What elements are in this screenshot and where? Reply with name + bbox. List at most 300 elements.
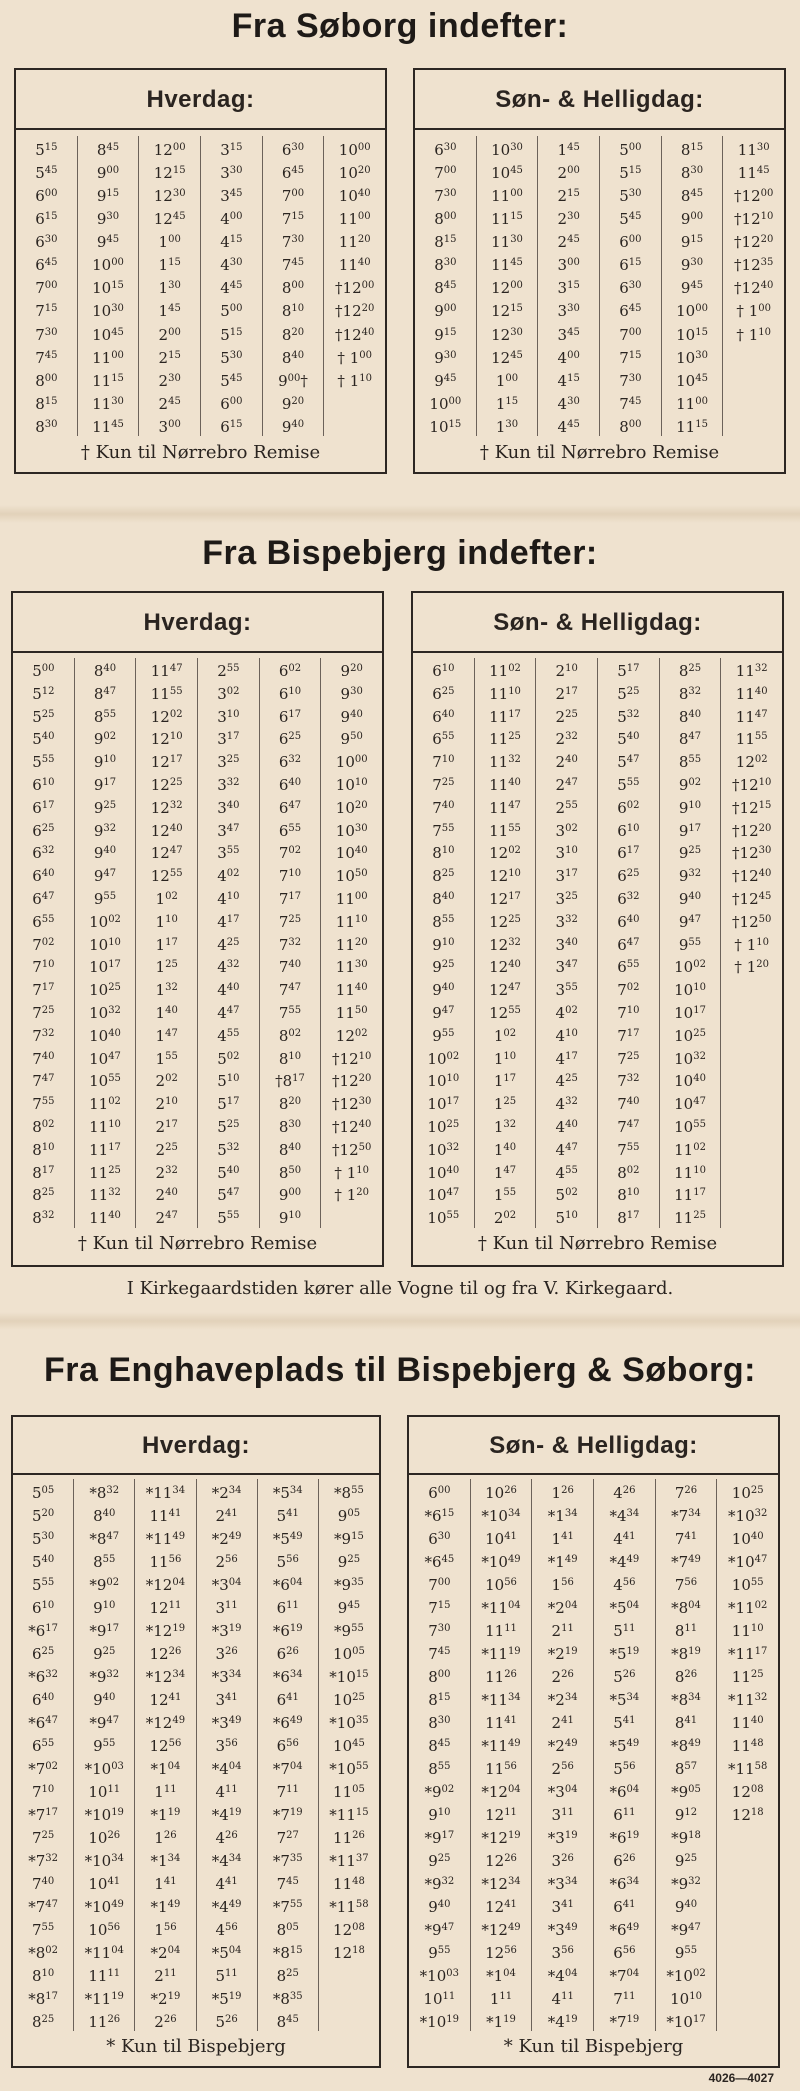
departure-time: $*8^{47}$ xyxy=(89,1530,120,1548)
departure-time: $11^{00}$ xyxy=(676,394,708,413)
departure-time: 1241 xyxy=(485,1898,517,1916)
departure-time: $11^{20}$ xyxy=(335,935,368,954)
timetable-column xyxy=(13,1479,74,2031)
departure-time: $11^{00}$ xyxy=(338,210,371,229)
departure-time: $5^{30}$ xyxy=(619,187,642,206)
departure-time: $10^{30}$ xyxy=(335,821,368,840)
departure-time: $7^{32}$ xyxy=(32,1026,55,1045)
departure-time: $7^{40}$ xyxy=(32,1049,55,1068)
departure-time: $6^{11}$ xyxy=(276,1599,299,1617)
departure-time: $11^{47}$ xyxy=(735,707,768,726)
departure-time: $9^{00}$ xyxy=(434,302,457,321)
departure-time: $*4^{34}$ xyxy=(211,1852,242,1870)
departure-time: $7^{55}$ xyxy=(32,1095,55,1114)
footnote-norrebro: † Kun til Nørrebro Remise xyxy=(80,442,321,463)
departure-time: $2^{00}$ xyxy=(158,325,181,344)
departure-time: $5^{02}$ xyxy=(217,1049,240,1068)
timetable-column xyxy=(16,136,78,436)
departure-time: $\dagger 12^{20}$ xyxy=(732,821,772,840)
departure-time: $4^{10}$ xyxy=(217,889,240,908)
departure-time: 1226 xyxy=(485,1852,517,1870)
departure-time: $*10^{03}$ xyxy=(84,1760,124,1778)
departure-time: $8^{45}$ xyxy=(276,2013,299,2031)
departure-time: 745 xyxy=(428,1645,451,1663)
departure-time: $8^{25}$ xyxy=(31,2013,55,2031)
departure-time: $4^{47}$ xyxy=(555,1140,578,1159)
departure-time: $8^{47}$ xyxy=(678,730,702,749)
departure-time: $5^{30}$ xyxy=(220,348,243,367)
departure-time: $4^{40}$ xyxy=(217,981,240,1000)
departure-time: 311 xyxy=(551,1806,574,1824)
timetable-column xyxy=(198,658,260,1228)
departure-time: $9^{02}$ xyxy=(678,775,702,794)
departure-time: $6^{56}$ xyxy=(276,1737,299,1755)
departure-time: $4^{40}$ xyxy=(555,1117,578,1136)
departure-time: $11^{30}$ xyxy=(92,394,124,413)
departure-time: 857 xyxy=(674,1760,698,1778)
timetable-columns xyxy=(16,136,385,436)
departure-time: 756 xyxy=(674,1576,698,1594)
departure-time: $9^{15}$ xyxy=(680,233,704,252)
timetable-column xyxy=(260,658,322,1228)
departure-time: $1^{00}$ xyxy=(158,233,181,252)
departure-time: 156 xyxy=(551,1576,574,1594)
departure-time: $1^{17}$ xyxy=(493,1072,517,1091)
departure-time: $10^{40}$ xyxy=(674,1072,706,1091)
departure-time: $1^{55}$ xyxy=(155,1049,178,1068)
departure-time: $10^{17}$ xyxy=(674,1003,706,1022)
departure-time: $10^{45}$ xyxy=(92,325,124,344)
departure-time: $12^{08}$ xyxy=(333,1921,365,1939)
departure-time: $8^{40}$ xyxy=(93,1507,116,1525)
departure-time: $6^{30}$ xyxy=(281,141,305,159)
timetable-enghaveplads-holiday xyxy=(407,1415,780,2068)
departure-time: $10^{11}$ xyxy=(88,1783,121,1801)
departure-time: $12^{10}$ xyxy=(150,730,183,749)
departure-time: $*11^{34}$ xyxy=(145,1484,186,1502)
departure-time: $*7^{17}$ xyxy=(28,1806,58,1824)
departure-time: $5^{05}$ xyxy=(31,1484,55,1502)
departure-time: † $1^{00}$ xyxy=(337,348,372,367)
departure-time: *549 xyxy=(609,1737,640,1755)
departure-time: $7^{30}$ xyxy=(619,371,642,390)
departure-time: $*6^{34}$ xyxy=(272,1668,303,1686)
departure-time: $7^{47}$ xyxy=(32,1072,55,1091)
departure-time: † $1^{20}$ xyxy=(734,958,769,977)
departure-time: $9^{25}$ xyxy=(93,1645,116,1663)
timetable-column xyxy=(75,658,137,1228)
departure-time: $11^{26}$ xyxy=(333,1829,365,1847)
departure-time: $1^{32}$ xyxy=(155,981,178,1000)
departure-time: $9^{10}$ xyxy=(432,935,455,954)
departure-time: $\dagger 12^{40}$ xyxy=(335,325,375,344)
departure-time: $11^{25}$ xyxy=(489,730,521,749)
departure-time: $10^{47}$ xyxy=(427,1186,460,1205)
section-title-enghaveplads: Fra Enghaveplads til Bispebjerg & Søborg: xyxy=(44,1351,756,1389)
departure-time: $8^{25}$ xyxy=(432,867,455,886)
departure-time: *404 xyxy=(547,1967,578,1985)
departure-time: 141 xyxy=(551,1530,574,1548)
departure-time: $3^{26}$ xyxy=(215,1645,238,1663)
departure-time: $\dagger 12^{40}$ xyxy=(732,867,772,886)
departure-time: *204 xyxy=(547,1599,578,1617)
departure-time: 1111 xyxy=(485,1622,517,1640)
departure-time: $11^{40}$ xyxy=(335,981,368,1000)
departure-time: $10^{56}$ xyxy=(88,1921,121,1939)
departure-time: *519 xyxy=(609,1645,640,1663)
departure-time: $*2^{04}$ xyxy=(150,1944,181,1962)
departure-time: 925 xyxy=(674,1852,698,1870)
departure-time: $9^{15}$ xyxy=(96,187,120,206)
departure-time: $6^{55}$ xyxy=(617,958,640,977)
departure-time: $10^{10}$ xyxy=(427,1072,460,1091)
departure-time: $7^{45}$ xyxy=(619,394,642,413)
departure-time: $6^{55}$ xyxy=(31,1737,55,1755)
departure-time: $11^{32}$ xyxy=(489,753,521,772)
departure-time: $6^{30}$ xyxy=(619,279,642,298)
timetable-column xyxy=(197,1479,258,2031)
departure-time: *1049 xyxy=(481,1553,521,1571)
departure-time: $8^{15}$ xyxy=(680,141,704,159)
paper-fold xyxy=(0,1312,800,1330)
departure-time: $*11^{15}$ xyxy=(329,1806,369,1824)
departure-time: $2^{11}$ xyxy=(154,1967,177,1985)
departure-time: † $1^{10}$ xyxy=(736,325,771,344)
departure-time: $\dagger 12^{10}$ xyxy=(732,775,772,794)
departure-time: $9^{20}$ xyxy=(281,394,305,413)
departure-time: $\dagger 12^{40}$ xyxy=(734,279,774,298)
departure-time: $11^{02}$ xyxy=(89,1095,121,1114)
departure-time: $9^{10}$ xyxy=(678,798,702,817)
departure-time: $6^{25}$ xyxy=(32,821,55,840)
departure-time: $11^{40}$ xyxy=(89,1209,121,1228)
departure-time: $9^{32}$ xyxy=(678,867,702,886)
departure-time: *649 xyxy=(609,1921,640,1939)
departure-time: $1^{02}$ xyxy=(155,889,178,908)
departure-time: 1148 xyxy=(731,1737,764,1755)
departure-time: $1^{10}$ xyxy=(155,912,178,931)
departure-time: $3^{32}$ xyxy=(217,775,240,794)
departure-time: † $1^{00}$ xyxy=(736,302,771,321)
departure-time: $6^{15}$ xyxy=(220,417,243,436)
departure-time: $9^{00}$ xyxy=(680,210,704,229)
footnote-bispebjerg: * Kun til Bispebjerg xyxy=(503,2036,684,2057)
departure-time: *734 xyxy=(671,1507,701,1525)
box-header-weekday: Hverdag: xyxy=(13,1417,379,1475)
departure-time: $9^{45}$ xyxy=(434,371,457,390)
departure-time: 1218 xyxy=(731,1806,764,1824)
departure-time: $7^{17}$ xyxy=(278,889,302,908)
departure-time: $2^{26}$ xyxy=(154,2013,177,2031)
departure-time: $8^{00}$ xyxy=(434,210,457,229)
departure-time: $*5^{19}$ xyxy=(211,1990,242,2008)
departure-time: $6^{32}$ xyxy=(617,889,640,908)
departure-time: $7^{45}$ xyxy=(35,348,58,367)
departure-time: *1104 xyxy=(481,1599,521,1617)
departure-time: 830 xyxy=(428,1714,451,1732)
departure-time: $*9^{17}$ xyxy=(89,1622,120,1640)
departure-time: $9^{30}$ xyxy=(680,256,704,275)
departure-time: $10^{20}$ xyxy=(338,164,371,183)
departure-time: $9^{47}$ xyxy=(678,912,702,931)
departure-time: $9^{55}$ xyxy=(432,1026,455,1045)
departure-time: $12^{17}$ xyxy=(150,753,183,772)
departure-time: $2^{02}$ xyxy=(493,1209,517,1228)
departure-time: $4^{25}$ xyxy=(555,1072,578,1091)
departure-time: $11^{50}$ xyxy=(335,1003,368,1022)
departure-time: $6^{10}$ xyxy=(278,684,302,703)
departure-time: $10^{32}$ xyxy=(89,1003,121,1022)
departure-time: $8^{10}$ xyxy=(278,1049,302,1068)
departure-time: $1^{30}$ xyxy=(158,279,181,298)
departure-time: $*12^{19}$ xyxy=(145,1622,186,1640)
timetable-column xyxy=(594,1479,656,2031)
departure-time: *947 xyxy=(671,1921,701,1939)
departure-time: *932 xyxy=(671,1875,701,1893)
departure-time: $*2^{19}$ xyxy=(150,1990,181,2008)
departure-time: $*3^{49}$ xyxy=(211,1714,242,1732)
departure-time: $6^{15}$ xyxy=(619,256,642,275)
departure-time: $*9^{35}$ xyxy=(334,1576,364,1594)
departure-time: $*7^{55}$ xyxy=(272,1898,303,1916)
departure-time: $11^{45}$ xyxy=(737,164,770,183)
departure-time: $2^{15}$ xyxy=(557,187,580,206)
departure-time: $10^{55}$ xyxy=(427,1209,460,1228)
departure-time: 1256 xyxy=(485,1944,517,1962)
departure-time: $9^{40}$ xyxy=(93,1691,116,1709)
departure-time: $*8^{35}$ xyxy=(272,1990,303,2008)
departure-time: $*12^{49}$ xyxy=(145,1714,186,1732)
departure-time: $10^{30}$ xyxy=(676,348,708,367)
departure-time: $10^{05}$ xyxy=(333,1645,365,1663)
departure-time: 845 xyxy=(428,1737,451,1755)
departure-time: $4^{47}$ xyxy=(217,1003,240,1022)
departure-time: $12^{00}$ xyxy=(153,141,186,159)
departure-time: $3^{45}$ xyxy=(220,187,243,206)
departure-time: $8^{25}$ xyxy=(32,1186,55,1205)
departure-time: $10^{25}$ xyxy=(674,1026,706,1045)
departure-time: $8^{00}$ xyxy=(35,371,58,390)
departure-time: $\dagger 12^{20}$ xyxy=(734,233,774,252)
departure-time: *1032 xyxy=(728,1507,768,1525)
departure-time: $11^{40}$ xyxy=(489,775,521,794)
departure-time: 855 xyxy=(428,1760,451,1778)
departure-time: $\dagger 12^{20}$ xyxy=(335,302,375,321)
departure-time: $7^{00}$ xyxy=(281,187,305,206)
departure-time: $6^{45}$ xyxy=(281,164,305,183)
departure-time: $9^{32}$ xyxy=(93,821,117,840)
departure-time: $3^{10}$ xyxy=(555,844,578,863)
departure-time: $2^{40}$ xyxy=(555,753,578,772)
departure-time: $12^{26}$ xyxy=(149,1645,182,1663)
departure-time: $11^{48}$ xyxy=(333,1875,365,1893)
departure-time: $8^{10}$ xyxy=(281,302,305,321)
departure-time: $1^{25}$ xyxy=(155,958,178,977)
departure-time: *249 xyxy=(547,1737,578,1755)
departure-time: $\dagger 8^{17}$ xyxy=(275,1072,305,1091)
box-header-weekday: Hverdag: xyxy=(13,593,382,653)
departure-time: $9^{50}$ xyxy=(340,730,363,749)
departure-time: $6^{00}$ xyxy=(220,394,243,413)
departure-time: $10^{47}$ xyxy=(674,1095,706,1114)
departure-time: $6^{40}$ xyxy=(31,1691,55,1709)
departure-time: $*7^{04}$ xyxy=(272,1760,303,1778)
departure-time: $6^{25}$ xyxy=(617,867,640,886)
departure-time: $8^{00}$ xyxy=(281,279,305,298)
departure-time: $5^{00}$ xyxy=(32,662,55,680)
departure-time: $11^{45}$ xyxy=(491,256,523,275)
departure-time: $*7^{19}$ xyxy=(272,1806,303,1824)
departure-time: *104 xyxy=(486,1967,516,1985)
departure-time: $7^{55}$ xyxy=(617,1140,640,1159)
departure-time: $5^{45}$ xyxy=(220,371,243,390)
timetable-column xyxy=(201,136,263,436)
departure-time: 426 xyxy=(613,1484,636,1502)
departure-time: *932 xyxy=(424,1875,455,1893)
departure-time: $7^{32}$ xyxy=(617,1072,640,1091)
departure-time: $8^{40}$ xyxy=(432,889,455,908)
timetable-column xyxy=(74,1479,135,2031)
departure-time: 711 xyxy=(613,1990,636,2008)
departure-time: $6^{40}$ xyxy=(432,707,455,726)
departure-time: 641 xyxy=(613,1898,636,1916)
departure-time: $7^{15}$ xyxy=(619,348,642,367)
box-header-holiday: Søn- & Helligdag: xyxy=(415,70,784,130)
departure-time: $12^{45}$ xyxy=(491,348,523,367)
departure-time: $7^{00}$ xyxy=(619,325,642,344)
departure-time: $7^{10}$ xyxy=(32,958,55,977)
departure-time: $1^{02}$ xyxy=(493,1026,517,1045)
departure-time: $1^{40}$ xyxy=(493,1140,517,1159)
departure-time: $9^{17}$ xyxy=(678,821,702,840)
departure-time: $4^{55}$ xyxy=(555,1163,578,1182)
departure-time: $8^{15}$ xyxy=(35,394,58,413)
departure-time: $*9^{47}$ xyxy=(89,1714,120,1732)
departure-time: $11^{25}$ xyxy=(89,1163,121,1182)
departure-time: $5^{32}$ xyxy=(617,707,640,726)
departure-time: $2^{15}$ xyxy=(158,348,181,367)
timetable-column xyxy=(538,136,600,436)
departure-time: *804 xyxy=(671,1599,701,1617)
departure-time: $2^{02}$ xyxy=(155,1072,178,1091)
departure-time: $10^{45}$ xyxy=(676,371,708,390)
timetable-column xyxy=(475,658,537,1228)
departure-time: $2^{10}$ xyxy=(555,662,578,680)
departure-time: *334 xyxy=(547,1875,578,1893)
departure-time: 411 xyxy=(551,1990,574,2008)
departure-time: $\dagger 12^{40}$ xyxy=(332,1117,372,1136)
departure-time: $10^{30}$ xyxy=(491,141,523,159)
departure-time: $7^{40}$ xyxy=(432,798,455,817)
departure-time: $8^{05}$ xyxy=(276,1921,299,1939)
departure-time: $\dagger 12^{45}$ xyxy=(732,889,772,908)
departure-time: $11^{40}$ xyxy=(338,256,371,275)
departure-time: $1^{30}$ xyxy=(495,417,519,436)
departure-time: $6^{55}$ xyxy=(278,821,302,840)
departure-time: $10^{45}$ xyxy=(333,1737,365,1755)
departure-time: $*10^{19}$ xyxy=(84,1806,124,1824)
departure-time: $*11^{37}$ xyxy=(329,1852,369,1870)
departure-time: *1019 xyxy=(419,2013,459,2031)
departure-time: $9^{25}$ xyxy=(678,844,702,863)
departure-time: $10^{55}$ xyxy=(89,1072,121,1091)
timetable-column xyxy=(600,136,662,436)
departure-time: 1026 xyxy=(485,1484,517,1502)
departure-time: 1056 xyxy=(485,1576,517,1594)
timetable-column xyxy=(717,1479,778,2031)
departure-time: $12^{47}$ xyxy=(150,844,183,863)
departure-time: $*4^{19}$ xyxy=(211,1806,242,1824)
departure-time: $3^{41}$ xyxy=(215,1691,238,1709)
departure-time: $7^{10}$ xyxy=(278,867,302,886)
departure-time: $6^{17}$ xyxy=(617,844,640,863)
departure-time: $*12^{34}$ xyxy=(145,1668,186,1686)
print-stamp: 4026—4027 xyxy=(708,2071,774,2085)
departure-time: *1017 xyxy=(666,2013,706,2031)
departure-time: $9^{55}$ xyxy=(93,1737,116,1755)
timetable-columns xyxy=(413,658,782,1228)
departure-time: $3^{25}$ xyxy=(217,753,240,772)
departure-time: $\dagger 12^{20}$ xyxy=(332,1072,372,1091)
departure-time: $10^{32}$ xyxy=(674,1049,706,1068)
departure-time: *834 xyxy=(671,1691,701,1709)
departure-time: $4^{26}$ xyxy=(215,1829,238,1847)
departure-time: $6^{40}$ xyxy=(278,775,302,794)
timetable-bispebjerg-weekday xyxy=(11,591,384,1267)
departure-time: $10^{50}$ xyxy=(335,867,368,886)
departure-time: $10^{25}$ xyxy=(89,981,121,1000)
departure-time: $7^{47}$ xyxy=(617,1117,640,1136)
departure-time: $12^{17}$ xyxy=(489,889,521,908)
departure-time: $12^{11}$ xyxy=(149,1599,182,1617)
departure-time: $6^{32}$ xyxy=(278,753,302,772)
departure-time: 811 xyxy=(674,1622,698,1640)
departure-time: $10^{02}$ xyxy=(89,912,121,931)
departure-time: $5^{30}$ xyxy=(31,1530,55,1548)
departure-time: $4^{15}$ xyxy=(220,233,243,252)
departure-time: *1102 xyxy=(728,1599,768,1617)
departure-time: $5^{40}$ xyxy=(217,1163,240,1182)
departure-time: $5^{00}$ xyxy=(619,141,642,159)
departure-time: $10^{26}$ xyxy=(88,1829,121,1847)
departure-time: $1^{15}$ xyxy=(158,256,181,275)
departure-time: 955 xyxy=(428,1944,451,1962)
departure-time: $9^{40}$ xyxy=(93,844,117,863)
departure-time: 556 xyxy=(613,1760,636,1778)
departure-time: *645 xyxy=(424,1553,455,1571)
departure-time: $5^{20}$ xyxy=(31,1507,55,1525)
departure-time: $*10^{35}$ xyxy=(329,1714,369,1732)
departure-time: $6^{10}$ xyxy=(432,662,455,680)
departure-time: $4^{02}$ xyxy=(217,867,240,886)
departure-time: $4^{02}$ xyxy=(555,1003,578,1022)
departure-time: $*11^{49}$ xyxy=(145,1530,186,1548)
departure-time: $7^{55}$ xyxy=(31,1921,55,1939)
departure-time: $7^{30}$ xyxy=(281,233,305,252)
departure-time: $11^{55}$ xyxy=(735,730,768,749)
departure-time: *917 xyxy=(424,1829,455,1847)
departure-time: $9^{00}\dagger$ xyxy=(278,371,308,390)
departure-time: $5^{56}$ xyxy=(276,1553,299,1571)
departure-time: *819 xyxy=(671,1645,701,1663)
timetable-column xyxy=(721,658,782,1228)
departure-time: $1^{00}$ xyxy=(495,371,519,390)
departure-time: $7^{47}$ xyxy=(278,981,302,1000)
departure-time: $3^{11}$ xyxy=(215,1599,238,1617)
departure-time: $9^{17}$ xyxy=(93,775,117,794)
departure-time: $10^{40}$ xyxy=(427,1163,460,1182)
departure-time: $6^{00}$ xyxy=(35,187,58,206)
